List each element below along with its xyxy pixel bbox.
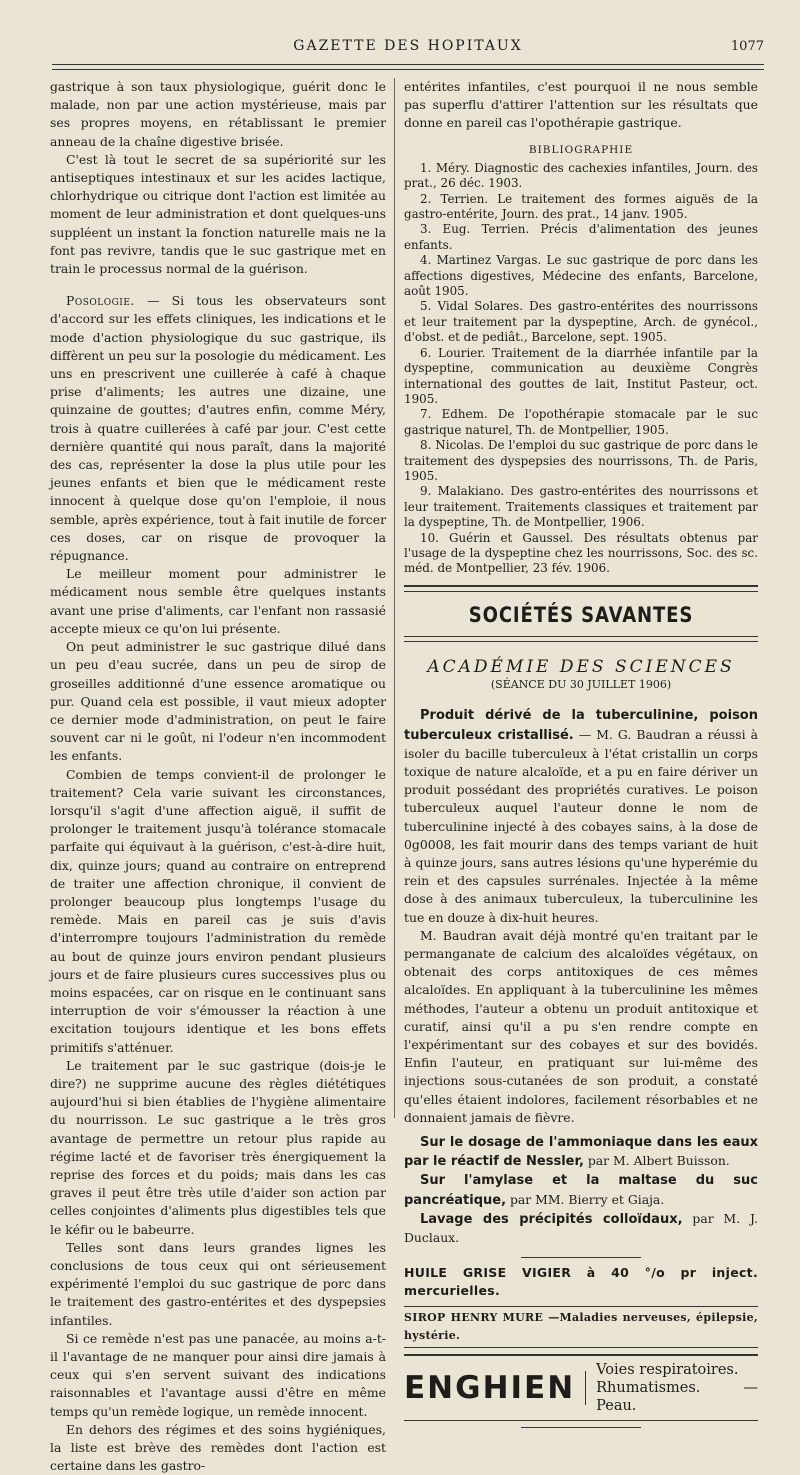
short-item-author: par MM. Bierry et Giaja.	[506, 1191, 665, 1207]
paragraph: entérites infantiles, c'est pourquoi il ne nous semble pas superflu d'attirer l'attention sur les résultats que donne en pareil cas l'opothérapie gastrique.	[404, 79, 758, 131]
article-paragraph: M. Baudran avait déjà montré qu'en traitant par le permanganate de calcium des alcaloïdes végétaux, on obtenait des corps antitoxiques de ces mêmes alcaloïdes. En appliquant à la tuberculinine les mêmes méthodes, l'auteur a obtenu un produit antitoxique et curatif, ainsi qu'il a pu s'en rendre compte en l'expérimentant sur des cobayes et sur des bovidés. Enfin l'auteur, en pratiquant sur lui-même des injections sous-cutanées de son produit, a constaté qu'elles étaient indolores, facilement résorbables et ne donnaient jamais de fièvre.	[404, 927, 758, 1125]
paragraph: gastrique à son taux physiologique, guérit donc le malade, non par une action mystérieuse, mais par ses propres moyens, en rétablissant le premier anneau de la chaîne digestive brisée.	[50, 79, 386, 149]
enghien-name: ENGHIEN	[404, 1369, 576, 1406]
page-number: 1077	[730, 39, 764, 54]
short-item	[404, 1210, 758, 1247]
enghien-separator	[585, 1371, 586, 1405]
paragraph: Si ce remède n'est pas une panacée, au moins a-t-il l'avantage de ne manquer pour ainsi dire jamais à ceux qui s'en servent suivant des indications raisonnables et l'avantage aussi d'être en même temps qu'un remède logique, un remède innocent.	[50, 1330, 386, 1419]
short-item	[404, 1133, 758, 1171]
ad-sirop-henry-mure: SIROP HENRY MURE —Maladies nerveuses, épilepsie, hystérie.	[404, 1306, 758, 1348]
section-rule	[404, 636, 758, 642]
bibliography-item: 4. Martinez Vargas. Le suc gastrique de porc dans les affections digestives, Médecine des enfants, Barcelone, août 1905.	[404, 253, 758, 299]
bibliography-item: 1. Méry. Diagnostic des cachexies infantiles, Journ. des prat., 26 déc. 1903.	[404, 160, 758, 191]
bibliography-item: 2. Terrien. Le traitement des formes aiguës de la gastro-entérite, Journ. des prat., 14 janv. 1905.	[404, 191, 758, 222]
paragraph: On peut administrer le suc gastrique dilué dans un peu d'eau sucrée, dans un peu de sirop de groseilles additionné d'une essence aromatique ou pur. Quand cela est possible, il vaut mieux adopter ce dernier mode d'administration, on peut le faire souvent car ni le goût, ni l'odeur n'en incommodent les enfants.	[50, 639, 386, 764]
section-rule	[404, 585, 758, 592]
ornament-rule	[521, 1257, 641, 1258]
posologie-label: Posologie.	[66, 293, 135, 309]
bibliography-item: 3. Eug. Terrien. Précis d'alimentation des jeunes enfants.	[404, 222, 758, 252]
bibliography-list	[404, 161, 758, 577]
article-paragraph	[404, 706, 758, 926]
bibliography-item: 10. Guérin et Gaussel. Des résultats obtenus par l'usage de la dyspeptine chez les nourrissons, Soc. des sc. méd. de Montpellier, 23 fév. 1906.	[404, 530, 758, 576]
bibliography-title: BIBLIOGRAPHIE	[528, 143, 634, 156]
enghien-line: Voies respiratoires.	[596, 1362, 739, 1379]
enghien-lines	[596, 1361, 758, 1415]
right-column	[404, 78, 758, 1434]
ornament-rule	[521, 1427, 641, 1428]
bibliography-item: 6. Lourier. Traitement de la diarrhée infantile par la dyspeptine, communication au deuxième Congrès international des gouttes de lait, Institut Pasteur, oct. 1905.	[404, 345, 758, 406]
short-item	[404, 1171, 758, 1209]
bibliography-item: 5. Vidal Solares. Des gastro-entérites des nourrissons et leur traitement par la dyspeptine, Arch. de gynécol., d'obst. et de pediât., Barcelone, sept. 1905.	[404, 299, 758, 345]
page-header	[52, 38, 764, 58]
short-item-heading: Lavage des précipités colloïdaux,	[420, 1211, 683, 1227]
ad-huile-grise: HUILE GRISE VIGIER à 40 °/o pr inject. mercurielles.	[404, 1265, 758, 1299]
bibliography-item: 8. Nicolas. De l'emploi du suc gastrique de porc dans le traitement des dyspepsies des nourrissons, Th. de Paris, 1905.	[404, 438, 758, 483]
left-column	[50, 78, 386, 1475]
posologie-paragraph	[50, 292, 386, 565]
bibliography-item: 9. Malakiano. Des gastro-entérites des nourrissons et leur traitement. Traitements classiques et traitement par la dyspeptine, Th. de Montpellier, 1906.	[404, 484, 758, 530]
academie-title: ACADÉMIE DES SCIENCES	[427, 656, 735, 677]
seance-date: (SÉANCE DU 30 JUILLET 1906)	[490, 678, 672, 692]
article-text: — M. G. Baudran a réussi à isoler du bacille tuberculeux à l'état cristallin un corps toxique de nature alcaloïde, et a pu en faire dériver un produit possédant des propriétés curatives. Le poison tuberculeux auquel l'auteur donne le nom de tuberculinine injecté à des cobayes sains, à la dose de 0g0008, les fait mourir dans des temps variant de huit à quinze jours, sans autres lésions qu'une hyperémie du rein et des capsules surrénales. Injectée à la même dose à des animaux tuberculeux, la tuberculinine les tue en douze à dix-huit heures.	[404, 726, 758, 925]
short-item-heading: Sur le dosage de l'ammoniaque dans les eaux par le réactif de Nessler,	[404, 1135, 758, 1170]
paragraph: Combien de temps convient-il de prolonger le traitement? Cela varie suivant les circonstances, lorsqu'il s'agit d'une affection aiguë, il suffit de prolonger le traitement jusqu'à tolérance stomacale parfaite qui équivaut à la guérison, c'est-à-dire huit, dix, quinze jours; quand au contraire on entreprend de traiter une affection chronique, il convient de prolonger beaucoup plus longtemps l'usage du remède. Mais en pareil cas je suis d'avis d'interrompre toujours l'administration du remède au bout de quinze jours environ pendant plusieurs jours et de faire plusieurs cures successives plus ou moins espacées, car on risque en le continuant sans interruption de voir s'émousser la réaction à une excitation toujours identique et les bons effets primitifs s'atténuer.	[50, 766, 386, 1055]
ad-enghien	[404, 1354, 758, 1421]
societes-title: SOCIÉTÉS SAVANTES	[468, 602, 694, 627]
article-heading: Produit dérivé de la tuberculinine, poison tuberculeux cristallisé.	[404, 708, 758, 743]
running-title: GAZETTE DES HOPITAUX	[293, 38, 523, 54]
short-item-heading: Sur l'amylase et la maltase du suc pancréatique,	[404, 1173, 758, 1208]
bibliography-item: 7. Edhem. De l'opothérapie stomacale par le suc gastrique naturel, Th. de Montpellier, 1905.	[404, 407, 758, 437]
paragraph: Le meilleur moment pour administrer le médicament nous semble être quelques instants avant une prise d'aliments, car l'enfant non rassasié accepte mieux ce qu'on lui présente.	[50, 566, 386, 636]
short-item-author: par M. Albert Buisson.	[583, 1153, 730, 1169]
header-rule	[52, 64, 764, 70]
paragraph-text: — Si tous les observateurs sont d'accord sur les effets cliniques, les indications et le mode d'action physiologique du suc gastrique, ils diffèrent un peu sur la posologie du médicament. Les uns en prescrivent une cuillerée à café à chaque prise d'aliments; les autres une dizaine, une quinzaine de gouttes; d'autres enfin, comme Méry, trois à quatre cuillerées à café par jour. C'est cette dernière quantité qui nous paraît, dans la majorité des cas, représenter la dose la plus utile pour les jeunes enfants et bien que le médicament reste innocent à quelque dose qu'on l'emploie, il nous semble, après expérience, tout à fait inutile de forcer ces doses, car on risque de provoquer la répugnance.	[50, 293, 386, 564]
paragraph: Telles sont dans leurs grandes lignes les conclusions de tous ceux qui ont sérieusement expérimenté l'emploi du suc gastrique de porc dans le traitement des gastro-entérites et des dyspepsies infantiles.	[50, 1239, 386, 1328]
column-divider	[394, 78, 395, 1118]
short-item-author: par M. J. Duclaux.	[404, 1210, 758, 1246]
enghien-line: Rhumatismes. — Peau.	[596, 1380, 758, 1415]
paragraph: Le traitement par le suc gastrique (dois-je le dire?) ne supprime aucune des règles diététiques aujourd'hui si bien établies de l'hygiène alimentaire du nourrisson. Le suc gastrique a le très gros avantage de permettre un retour plus rapide au régime lacté et de favoriser très énergiquement la reprise des forces et du poids; mais dans les cas graves il peut être très utile d'aider son action par celles conjointes d'aliments plus digestibles tels que le kéfir ou le babeurre.	[50, 1057, 386, 1237]
paragraph: C'est là tout le secret de sa supériorité sur les antiseptiques intestinaux et sur les acides lactique, chlorhydrique ou citrique dont l'action est limitée au moment de leur administration et dont quelques-uns suppléent un instant la fonction naturelle mais ne la font pas revivre, tandis que le suc gastrique met en train le processus normal de la guérison.	[50, 151, 386, 277]
paragraph: En dehors des régimes et des soins hygiéniques, la liste est brève des remèdes dont l'action est certaine dans les gastro-	[50, 1421, 386, 1474]
